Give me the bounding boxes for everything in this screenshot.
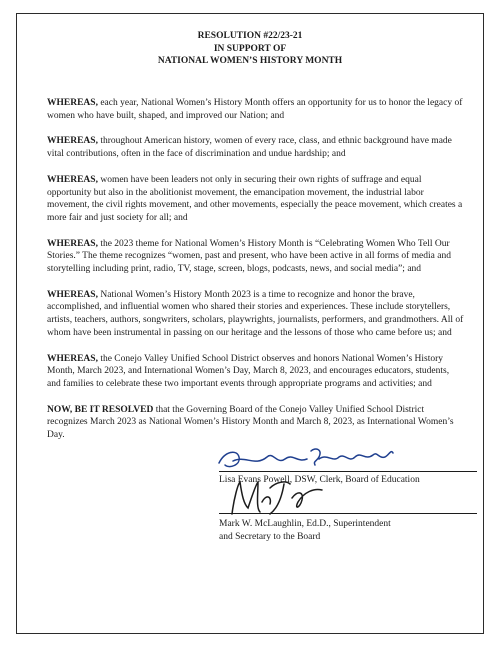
paragraph-lead: NOW, BE IT RESOLVED <box>47 404 154 415</box>
superintendent-signature-block <box>219 518 479 544</box>
superintendent-name: Mark W. McLaughlin, Ed.D., Superintendent <box>219 519 391 529</box>
paragraph-text: the 2023 theme for National Women’s History Month is “Celebrating Women Who Tell Our Stories.” The theme recognizes “women, past and present, who have been active in all forms of media and storytelling including print, radio, TV, stage, screen, blogs, podcasts, news, and social media”; and <box>47 238 451 275</box>
whereas-paragraph-2 <box>47 135 465 160</box>
superintendent-title: and Secretary to the Board <box>219 531 321 542</box>
resolution-title <box>0 30 500 68</box>
paragraph-text: National Women’s History Month 2023 is a time to recognize and honor the brave, accomplished, and influential women who shared their stories and experiences. These include storytellers, artists, teachers, authors, songwriters, scholars, playwrights, journalists, performers, and grandmothers. All of whom have been instrumental in passing on our heritage and the lessons of those who came before us; and <box>47 289 464 338</box>
resolved-paragraph <box>47 404 465 442</box>
paragraph-lead: WHEREAS, <box>47 136 98 147</box>
clerk-signature-line <box>219 471 477 472</box>
paragraph-text: each year, National Women’s History Month offers an opportunity for us to honor the legacy of women who have built, shaped, and improved our Nation; and <box>47 98 463 121</box>
whereas-paragraph-5 <box>47 289 465 340</box>
title-line-support: IN SUPPORT OF <box>213 43 287 54</box>
title-line-subject: NATIONAL WOMEN’S HISTORY MONTH <box>157 56 343 67</box>
whereas-paragraph-6 <box>47 353 465 391</box>
title-line-number: RESOLUTION #22/23-21 <box>197 31 303 41</box>
paragraph-lead: WHEREAS, <box>47 238 98 249</box>
whereas-paragraph-4 <box>47 238 465 276</box>
resolution-body <box>47 97 465 455</box>
whereas-paragraph-3 <box>47 174 465 225</box>
paragraph-text: women have been leaders not only in securing their own rights of suffrage and equal opportunity but also in the abolitionist movement, the emancipation movement, the industrial labor movement, the civil rights movement, and other movements, especially the peace movement, which creates a more fair and just society for all; and <box>47 174 463 223</box>
clerk-signature-stroke <box>219 449 393 467</box>
whereas-paragraph-1 <box>47 97 465 122</box>
superintendent-signature-line <box>219 513 477 514</box>
paragraph-text: that the Governing Board of the Conejo Valley Unified School District recognizes March 2023 as National Women’s History Month and March 8, 2023, as International Women’s Day. <box>47 404 454 441</box>
paragraph-lead: WHEREAS, <box>47 353 98 364</box>
paragraph-lead: WHEREAS, <box>47 98 98 108</box>
paragraph-lead: WHEREAS, <box>47 174 98 185</box>
paragraph-text: throughout American history, women of every race, class, and ethnic background have made vital contributions, often in the face of discrimination and undue hardship; and <box>47 136 452 160</box>
superintendent-signature-stroke <box>232 482 322 514</box>
paragraph-text: the Conejo Valley Unified School District observes and honors National Women’s History Month, March 2023, and International Women’s Day, March 8, 2023, and encourages educators, students, and families to celebrate these two important events through appropriate programs and activities; and <box>47 353 450 389</box>
clerk-name: Lisa Evans Powell, DSW, Clerk, Board of Education <box>219 475 420 485</box>
paragraph-lead: WHEREAS, <box>47 289 98 300</box>
